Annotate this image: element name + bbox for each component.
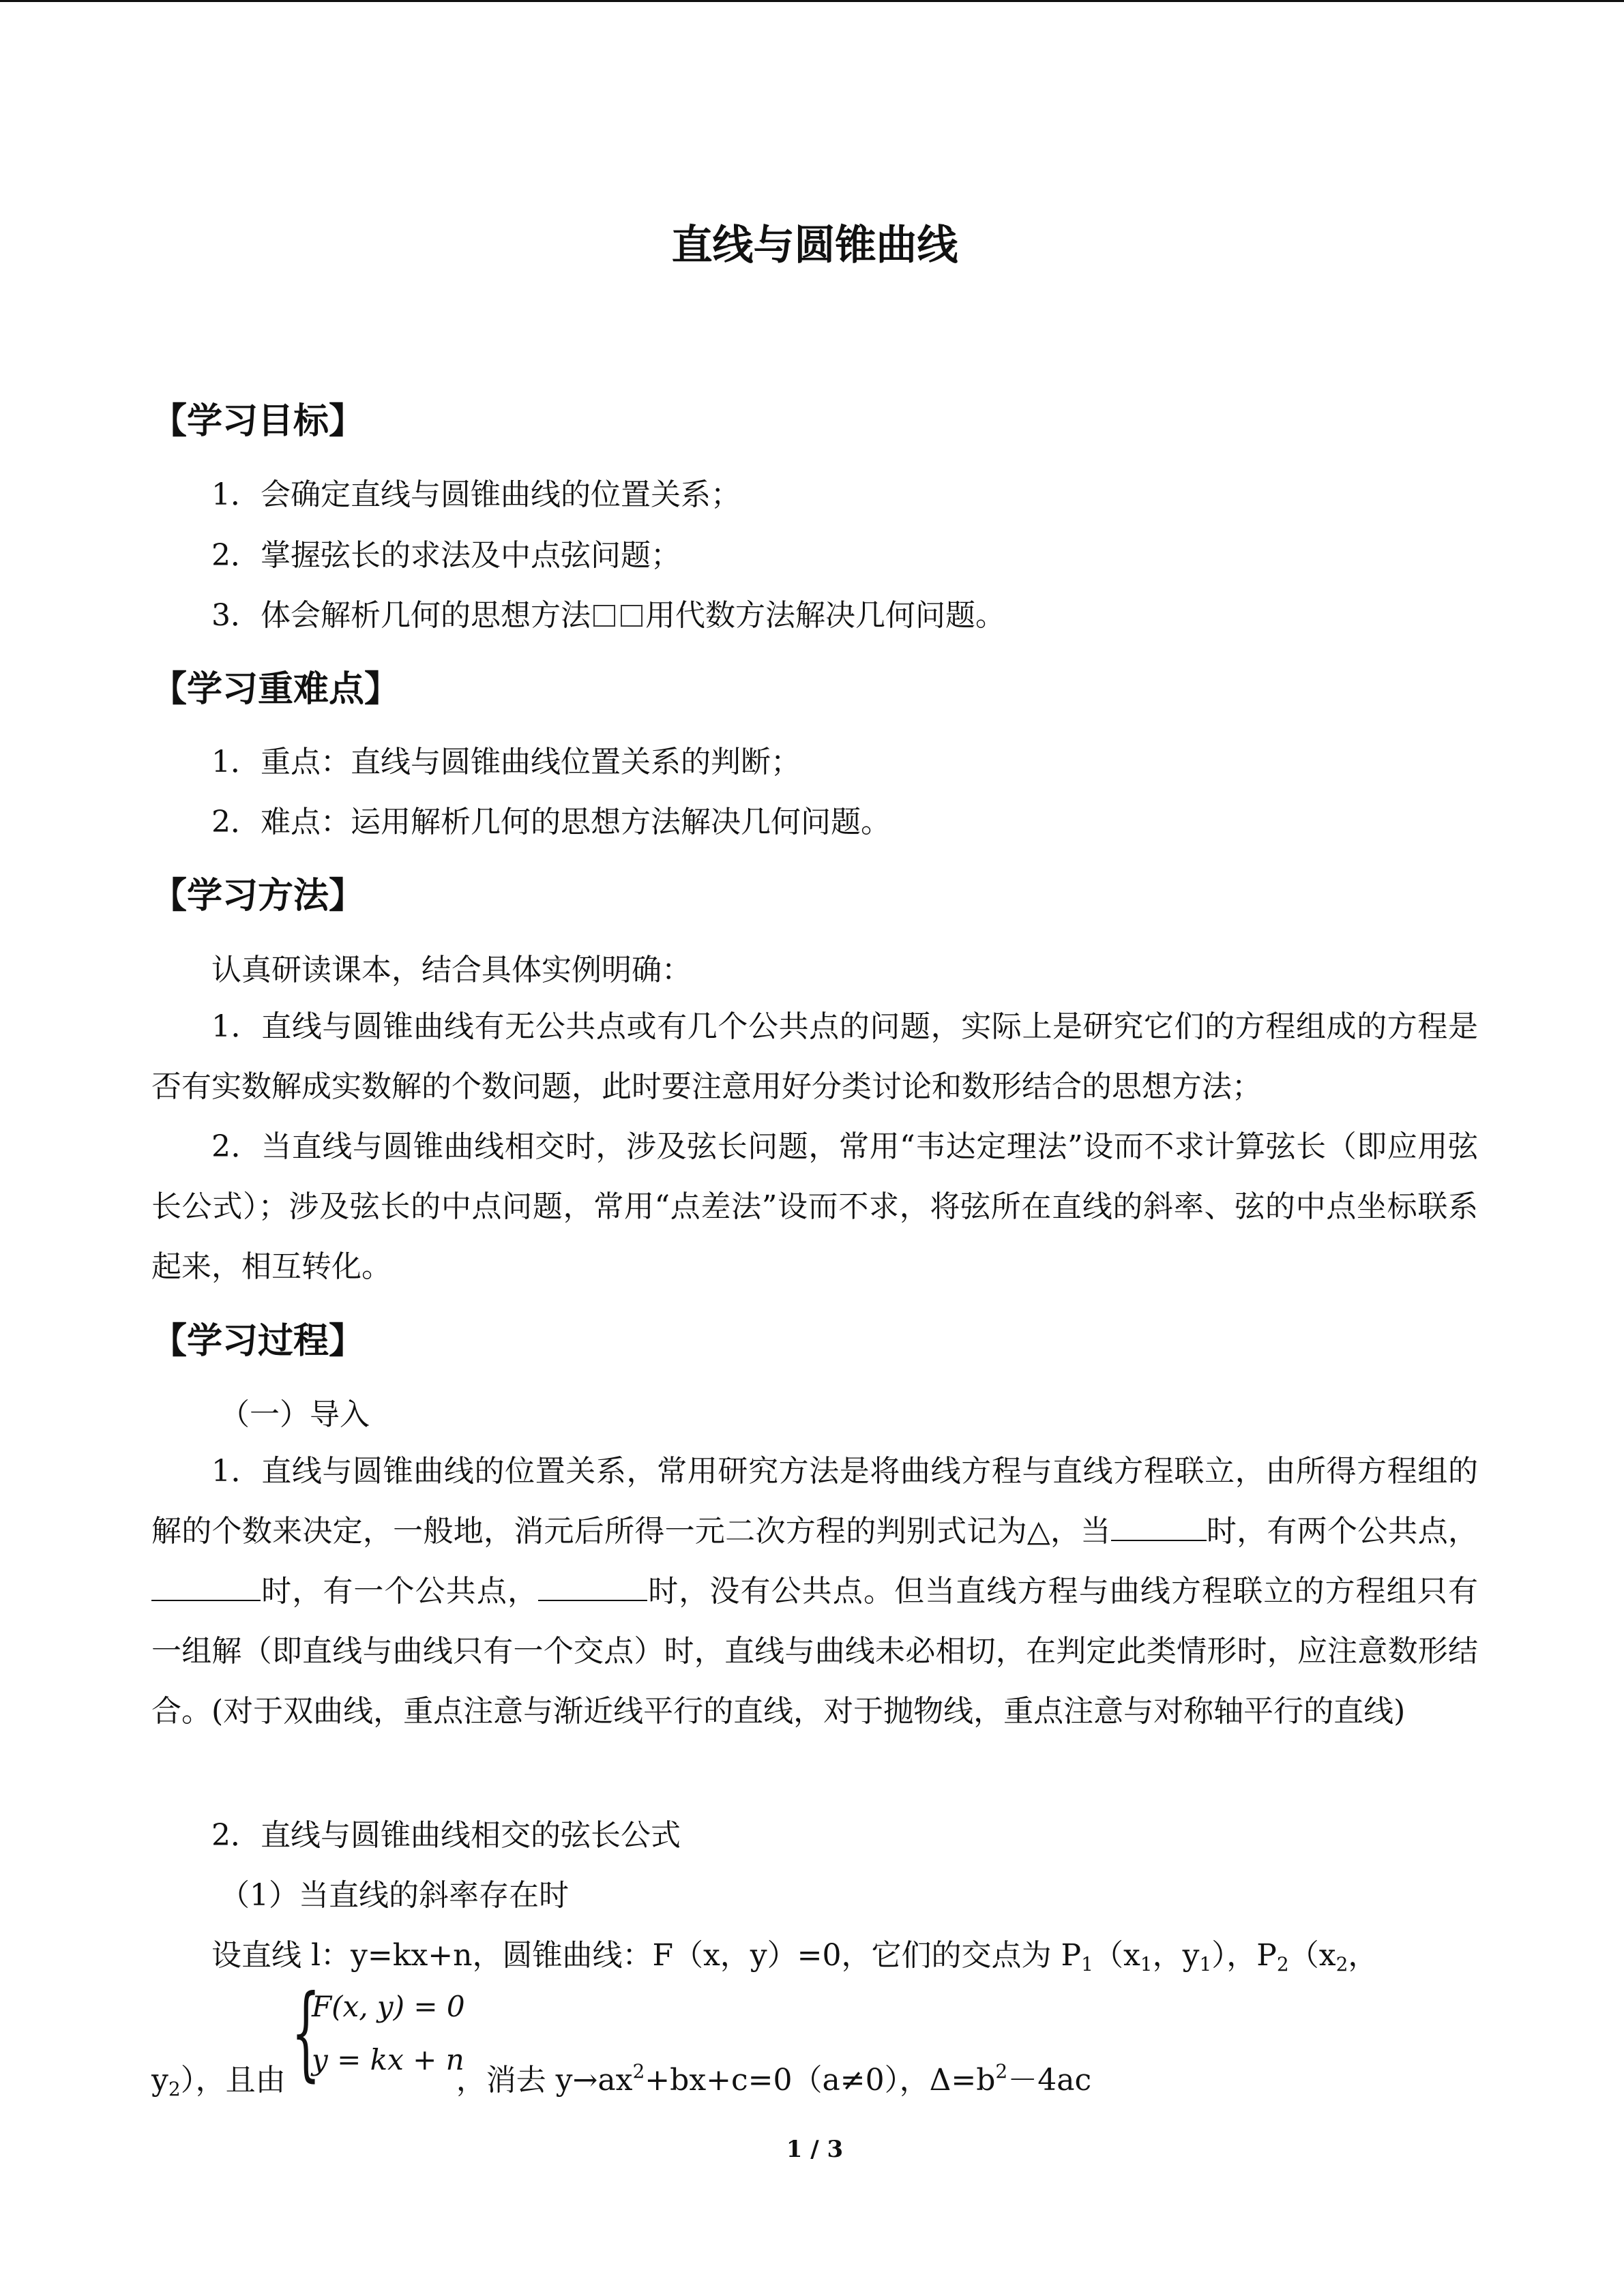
process-slope-exists: （1）当直线的斜率存在时 [220,1878,569,1913]
heading-goals: 【学习目标】 [151,401,365,442]
goal-item-2: 2．掌握弦长的求法及中点弦问题； [211,538,681,573]
key-point-2: 2．难点：运用解析几何的思想方法解决几何问题。 [211,805,891,839]
process-paragraph-1: 1．直线与圆锥曲线的位置关系，常用研究方法是将曲线方程与直线方程联立，由所得方程组的解的个数来决定，一般地，消元后所得一元二次方程的判别式记为△，当 时，有两个公共点，时，有一个公共点， 时，没有公共点。但当直线方程与曲线方程联立的方程组只有一组解（即直线与曲线只有一个交点）时，直线与曲线未必相切，在判定此类情形时，应注意数形结合。(对于双曲线，重点注意与渐近线平行的直线，对于抛物线，重点注意与对称轴平行的直线) [151,1454,1479,1729]
goal-item-1: 1．会确定直线与圆锥曲线的位置关系； [211,477,741,512]
page-title: 直线与圆锥曲线 [671,222,958,269]
equation-line: y = kx + n [312,2043,464,2076]
top-border [0,0,1624,2]
blank-two-points [1111,1514,1207,1541]
placeholder-box-icon [593,605,615,627]
goal-item-3: 3．体会解析几何的思想方法 用代数方法解决几何问题。 [211,598,1005,633]
methods-paragraph-1: 1．直线与圆锥曲线有无公共点或有几个公共点的问题，实际上是研究它们的方程组成的方程是否有实数解成实数解的个数问题，此时要注意用好分类讨论和数形结合的思想方法； [151,1009,1478,1104]
methods-paragraph-2: 2．当直线与圆锥曲线相交时，涉及弦长问题，常用“韦达定理法”设而不求计算弦长（即应用弦长公式）；涉及弦长的中点问题，常用“点差法”设而不求，将弦所在直线的斜率、弦的中点坐标联系起来，相互转化。 [151,1129,1478,1284]
left-brace-icon: { [291,1973,321,2092]
process-line-setup: 设直线 l：y=kx+n，圆锥曲线：F（x，y）=0，它们的交点为 $P_1(x_1$，$y_1$），$P_2(x_2$， [211,1938,1378,1976]
blank-one-point [151,1574,261,1601]
blank-no-point [538,1574,647,1601]
page-number: 1 / 3 [786,2136,844,2163]
process-chord-formula: 2．直线与圆锥曲线相交的弦长公式 [211,1818,681,1853]
process-eliminate: $y_2$），且由 ，消去 $y\to ax^2+bx+c=0(a\ne 0)$，$\Delta=b^2-4ac$ [151,2060,1092,2100]
heading-methods: 【学习方法】 [151,876,365,916]
heading-key-points: 【学习重难点】 [151,669,400,710]
process-intro: （一）导入 [220,1397,370,1432]
key-point-1: 1．重点：直线与圆锥曲线位置关系的判断； [211,745,801,779]
methods-intro: 认真研读课本，结合具体实例明确： [211,953,692,987]
placeholder-box-icon [621,605,643,627]
heading-process: 【学习过程】 [151,1321,365,1362]
equation-curve: F(x, y) = 0 [312,1990,465,2023]
